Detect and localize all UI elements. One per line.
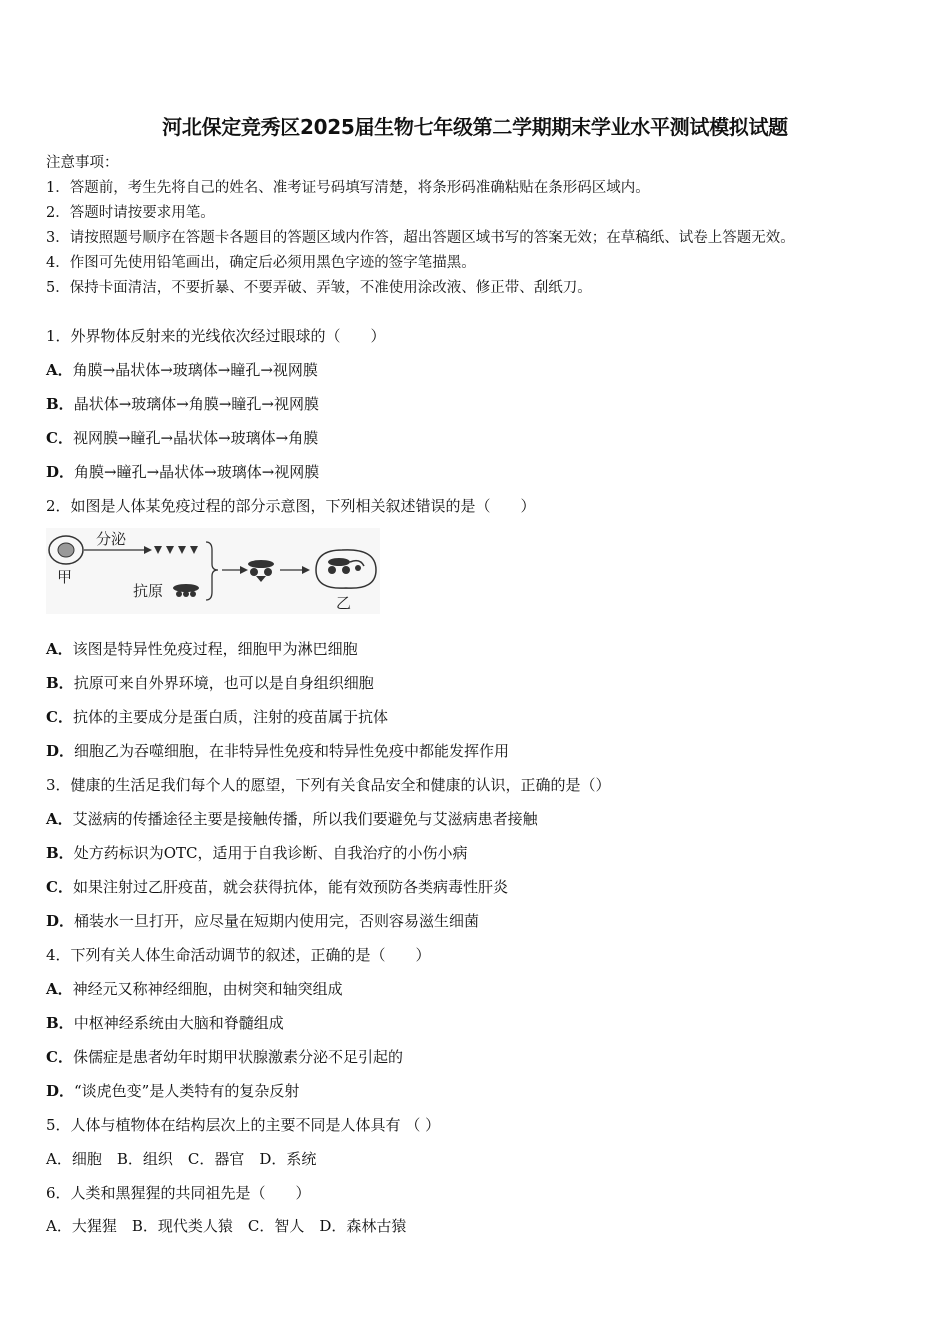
question-option <box>46 808 538 829</box>
question-stem-2: 2．如图是人体某免疫过程的部分示意图，下列相关叙述错误的是（ ） <box>46 497 536 515</box>
notice-item: 3．请按照题号顺序在答题卡各题目的答题区域内作答，超出答题区域书写的答案无效；在草稿纸、试卷上答题无效。 <box>46 230 795 246</box>
option-text: 抗体的主要成分是蛋白质，注射的疫苗属于抗体 <box>72 708 388 726</box>
option-text: 神经元又称神经细胞，由树突和轴突组成 <box>72 980 343 998</box>
question-option <box>46 638 358 659</box>
option-label: C． <box>46 429 73 447</box>
notice-item: 5．保持卡面清洁，不要折暴、不要弄破、弄皱，不准使用涂改液、修正带、刮纸刀。 <box>46 280 592 296</box>
option-label: C． <box>46 1048 73 1066</box>
option-text: 细胞乙为吞噬细胞，在非特异性免疫和特异性免疫中都能发挥作用 <box>74 742 510 760</box>
question-stem-4: 4．下列有关人体生命活动调节的叙述，正确的是（ ） <box>46 946 431 964</box>
option-text: 如果注射过乙肝疫苗，就会获得抗体，能有效预防各类病毒性肝炎 <box>72 878 508 896</box>
notice-item: 2．答题时请按要求用笔。 <box>46 205 215 221</box>
question-option <box>46 876 508 897</box>
option-label: D． <box>46 912 75 930</box>
option-label: B． <box>46 844 74 862</box>
option-label: D． <box>46 1082 75 1100</box>
question-stem-3: 3．健康的生活足我们每个人的愿望，下列有关食品安全和健康的认识，正确的是（） <box>46 776 611 794</box>
option-text: “谈虎色变”是人类特有的复杂反射 <box>74 1082 300 1100</box>
option-text: 该图是特异性免疫过程，细胞甲为淋巴细胞 <box>72 640 358 658</box>
option-label: C． <box>46 878 73 896</box>
label-antigen: 抗原 <box>133 582 164 600</box>
page-title: 河北保定竞秀区2025届生物七年级第二学期期末学业水平测试模拟试题 <box>162 115 788 139</box>
question-option <box>46 706 388 727</box>
question-option <box>46 978 343 999</box>
question-option <box>46 461 319 482</box>
option-text: 视网膜→瞳孔→晶状体→玻璃体→角膜 <box>72 429 319 447</box>
question-stem-1: 1．外界物体反射来的光线依次经过眼球的（ ） <box>46 327 386 345</box>
option-label: A． <box>46 810 73 828</box>
question-option <box>46 1080 299 1101</box>
option-label: C． <box>46 708 73 726</box>
notice-item: 1．答题前，考生先将自己的姓名、准考证号码填写清楚，将条形码准确粘贴在条形码区域内。 <box>46 180 650 196</box>
option-text: 中枢神经系统由大脑和脊髓组成 <box>73 1014 284 1032</box>
option-text: 处方药标识为OTC，适用于自我诊断、自我治疗的小伤小病 <box>73 844 468 862</box>
option-text: 抗原可来自外界环境，也可以是自身组织细胞 <box>73 674 374 692</box>
option-text: 角膜→晶状体→玻璃体→瞳孔→视网膜 <box>72 361 318 379</box>
question-option <box>46 740 509 761</box>
label-jia: 甲 <box>57 568 73 586</box>
option-label: A． <box>46 361 73 379</box>
notice-item: 4．作图可先使用铅笔画出，确定后必须用黑色字迹的签字笔描黑。 <box>46 255 476 271</box>
option-label: A． <box>46 640 73 658</box>
option-label: B． <box>46 1014 74 1032</box>
question-option <box>46 1012 284 1033</box>
question-stem-5: 5．人体与植物体在结构层次上的主要不同是人体具有 （ ） <box>46 1116 441 1134</box>
option-text: 角膜→瞳孔→晶状体→玻璃体→视网膜 <box>74 463 320 481</box>
option-label: B． <box>46 674 74 692</box>
question-option <box>46 1046 403 1067</box>
option-label: B． <box>46 395 74 413</box>
cell-nucleus-icon <box>58 543 74 557</box>
option-label: D． <box>46 742 75 760</box>
option-text: 侏儒症是患者幼年时期甲状腺激素分泌不足引起的 <box>72 1048 403 1066</box>
question-option <box>46 672 374 693</box>
option-label: A． <box>46 980 73 998</box>
notice-heading: 注意事项： <box>46 155 119 171</box>
question-option <box>46 842 467 863</box>
option-text: 桶装水一旦打开，应尽量在短期内使用完，否则容易滋生细菌 <box>74 912 480 930</box>
question-inline-options: A．细胞 B．组织 C．器官 D．系统 <box>46 1150 317 1168</box>
antigen-icon <box>173 584 199 597</box>
label-secrete: 分泌 <box>96 530 127 548</box>
immune-process-diagram <box>46 528 380 614</box>
option-label: D． <box>46 463 75 481</box>
question-option <box>46 910 479 931</box>
question-option <box>46 359 318 380</box>
label-yi: 乙 <box>336 594 352 612</box>
option-text: 晶状体→玻璃体→角膜→瞳孔→视网膜 <box>73 395 319 413</box>
question-option <box>46 393 319 414</box>
option-text: 艾滋病的传播途径主要是接触传播，所以我们要避免与艾滋病患者接触 <box>72 810 538 828</box>
question-inline-options: A．大猩猩 B．现代类人猿 C．智人 D．森林古猿 <box>46 1217 407 1235</box>
question-option <box>46 427 318 448</box>
question-stem-6: 6．人类和黑猩猩的共同祖先是（ ） <box>46 1184 311 1202</box>
